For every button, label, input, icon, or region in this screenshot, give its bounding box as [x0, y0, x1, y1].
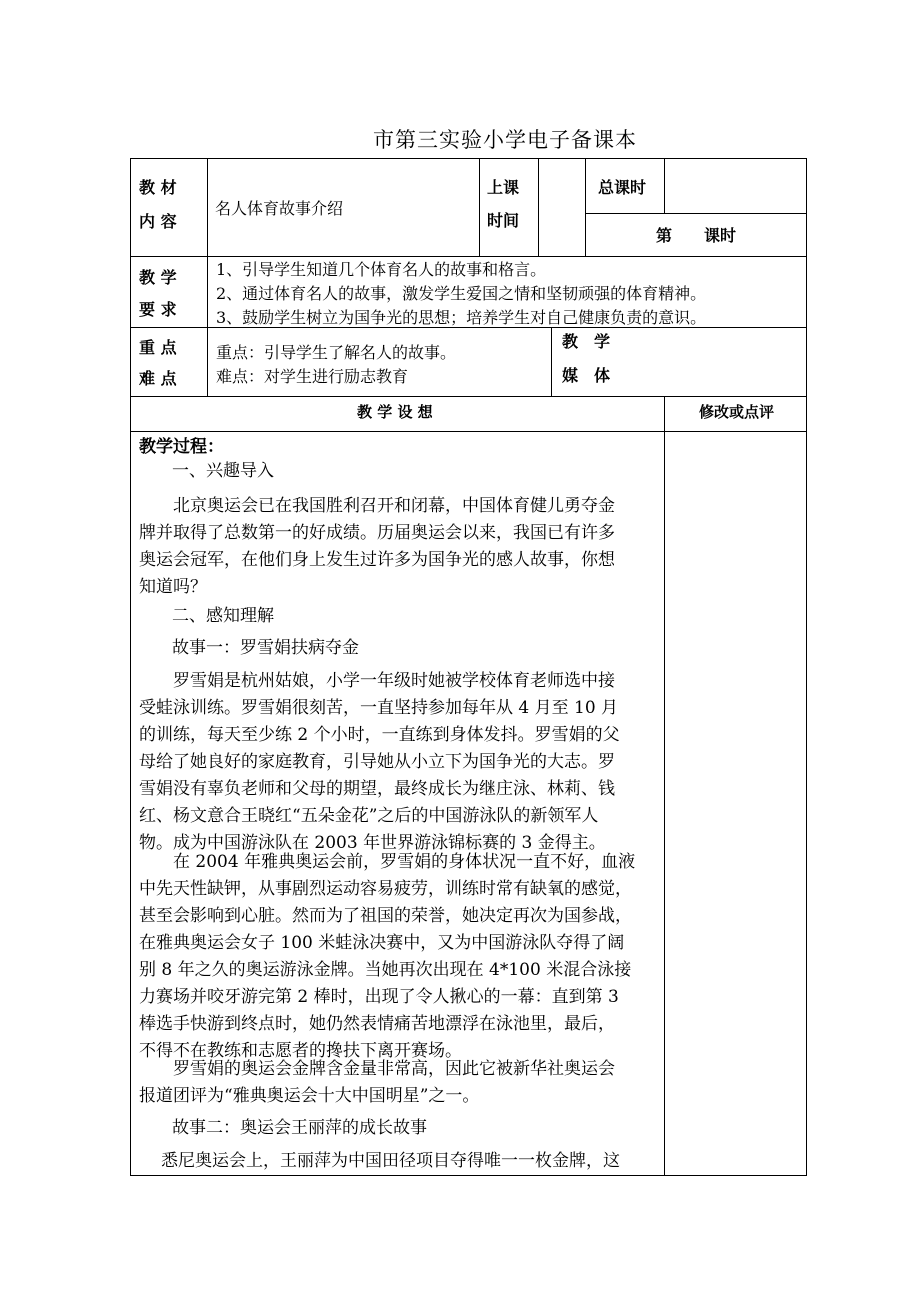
key-points-label-2: 难 点: [139, 369, 177, 388]
story-title: 故事一：罗雪娟扶病夺金: [172, 638, 359, 658]
lesson-label: 第 课时: [656, 226, 737, 245]
story1-paragraph-1: 罗雪娟是杭州姑娘，小学一年级时她被学校体育老师选中接 受蛙泳训练。罗雪娟很刻苦，一直坚持参加每年从 4 月至 10 月 的训练，每天至少练 2 个小时，一直练到身体发抖。罗雪娟的父 母给了她良好的家庭教育，引导她从小立下为国争光的大志。罗 雪娟没有辜负老师和父母的期望，最终成长为继庄泳、林莉、钱 红、杨文意合王晓红“五朵金花”之后的中国游泳队的新领军人 物。成为中国游泳队在 2003 年世界游泳锦标赛的 3 金得主。: [139, 671, 620, 853]
story1-paragraph-2: 在 2004 年雅典奥运会前，罗雪娟的身体状况一直不好，血液 中先天性缺钾，从事剧烈运动容易疲劳，训练时常有缺氧的感觉， 甚至会影响到心脏。然而为了祖国的荣誉，她决定再次为国参战， 在雅典奥运会女子 100 米蛙泳决赛中，又为中国游泳队夺得了阔 别 8 年之久的奥运游泳金牌。当她再次出现在 4*100 米混合泳接 力赛场并咬牙游完第 2 棒时，出现了令人揪心的一幕：直到第 3 棒选手快游到终点时，她仍然表情痛苦地漂浮在泳池里，最后， 不得不在教练和志愿者的搀扶下离开赛场。: [139, 852, 636, 1061]
material-label-2: 内 容: [139, 212, 177, 231]
story1-paragraph-3: 罗雪娟的奥运会金牌含金量非常高，因此它被新华社奥运会 报道团评为“雅典奥运会十大中国明星”之一。: [139, 1059, 615, 1106]
class-time-label-1: 上课: [487, 178, 520, 197]
requirement-item: 2、通过体育名人的故事，激发学生爱国之情和坚韧顽强的体育精神。: [216, 284, 707, 303]
requirements-label-2: 要 求: [139, 300, 177, 319]
page-title: 市第三实验小学电子备课本: [373, 128, 637, 152]
section-heading: 二、感知理解: [172, 606, 274, 626]
notes-heading: 修改或点评: [699, 403, 775, 421]
requirement-item: 1、引导学生知道几个体育名人的故事和格言。: [216, 260, 547, 279]
intro-paragraph: 北京奥运会已在我国胜利召开和闭幕，中国体育健儿勇夺金 牌并取得了总数第一的好成绩。历届奥运会以来，我国已有许多 奥运会冠军，在他们身上发生过许多为国争光的感人故事，你想 知道吗？: [139, 496, 615, 597]
material-value: 名人体育故事介绍: [215, 199, 344, 218]
media-label-1: 教 学: [562, 332, 611, 351]
requirement-item: 3、鼓励学生树立为国争光的思想；培养学生对自己健康负责的意识。: [216, 308, 707, 327]
difficult-point: 难点：对学生进行励志教育: [216, 367, 409, 386]
class-time-label-2: 时间: [487, 211, 520, 230]
process-title: 教学过程：: [139, 437, 224, 457]
media-label-2: 媒 体: [562, 366, 611, 385]
story2-paragraph-1: 悉尼奥运会上，王丽萍为中国田径项目夺得唯一一枚金牌，这: [161, 1151, 620, 1171]
design-heading: 教 学 设 想: [357, 403, 433, 421]
key-points-label-1: 重 点: [139, 338, 177, 357]
total-hours-label: 总课时: [598, 178, 647, 197]
section-heading: 一、兴趣导入: [172, 461, 274, 481]
requirements-label-1: 教 学: [139, 268, 177, 287]
material-label-1: 教 材: [139, 178, 177, 197]
key-point: 重点：引导学生了解名人的故事。: [216, 343, 457, 362]
story-title: 故事二：奥运会王丽萍的成长故事: [172, 1118, 427, 1138]
